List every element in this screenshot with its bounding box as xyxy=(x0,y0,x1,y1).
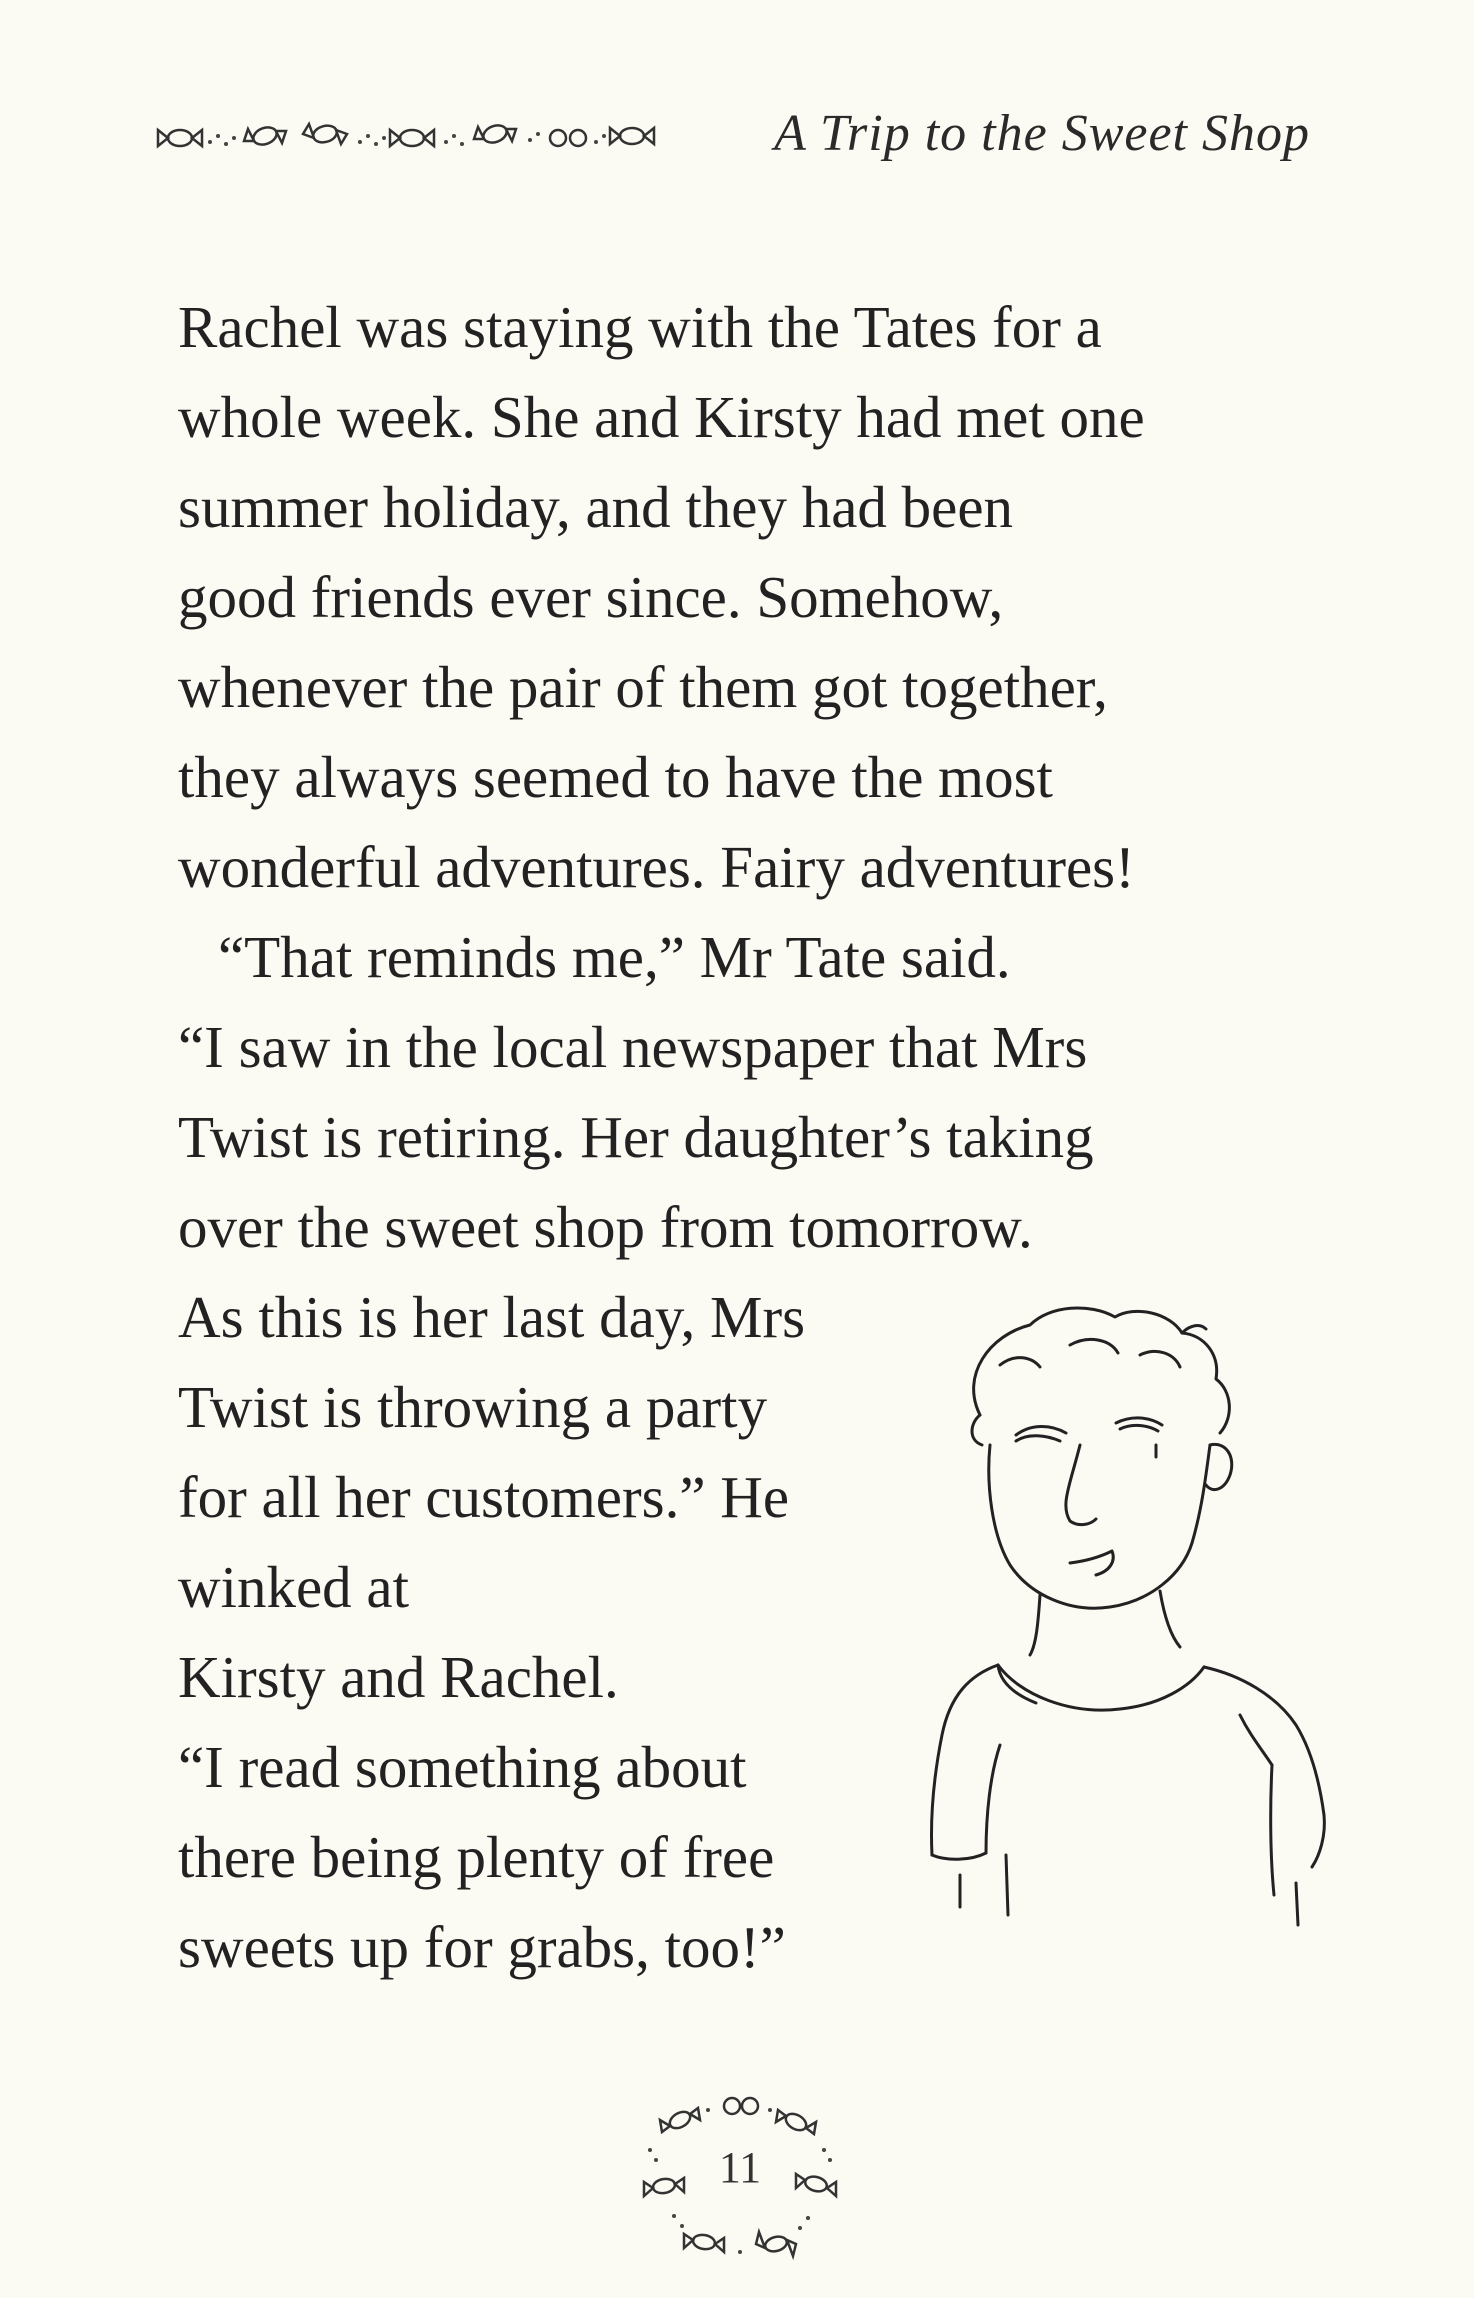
body-line: they always seemed to have the most xyxy=(178,744,1053,810)
body-line: there being plenty of free xyxy=(178,1824,775,1890)
body-line: Twist is throwing a party xyxy=(178,1374,768,1440)
body-line: Kirsty and Rachel. xyxy=(178,1644,619,1710)
body-line: winked at xyxy=(178,1554,410,1620)
sweets-garland-icon xyxy=(150,108,670,168)
body-line: Rachel was staying with the Tates for a xyxy=(178,294,1102,360)
page-number: 11 xyxy=(718,2143,762,2192)
running-header-title: A Trip to the Sweet Shop xyxy=(774,105,1310,162)
body-line: whenever the pair of them got together, xyxy=(178,654,1108,720)
body-line: whole week. She and Kirsty had met one xyxy=(178,384,1145,450)
running-header xyxy=(150,98,1310,178)
body-line: good friends ever since. Somehow, xyxy=(178,564,1004,630)
mr-tate-illustration xyxy=(920,1295,1340,1935)
body-line: “That reminds me,” Mr Tate said. xyxy=(218,924,1011,990)
body-line: summer holiday, and they had been xyxy=(178,474,1014,540)
body-line: As this is her last day, Mrs xyxy=(178,1284,806,1350)
body-line: for all her customers.” He xyxy=(178,1464,790,1530)
body-line: over the sweet shop from tomorrow. xyxy=(178,1194,1033,1260)
body-line: wonderful adventures. Fairy adventures! xyxy=(178,834,1135,900)
body-line: sweets up for grabs, too!” xyxy=(178,1914,786,1980)
page-number-block xyxy=(620,2080,860,2270)
body-line: “I saw in the local newspaper that Mrs xyxy=(178,1014,1088,1080)
body-line: Twist is retiring. Her daughter’s taking xyxy=(178,1104,1094,1170)
body-line: “I read something about xyxy=(178,1734,747,1800)
